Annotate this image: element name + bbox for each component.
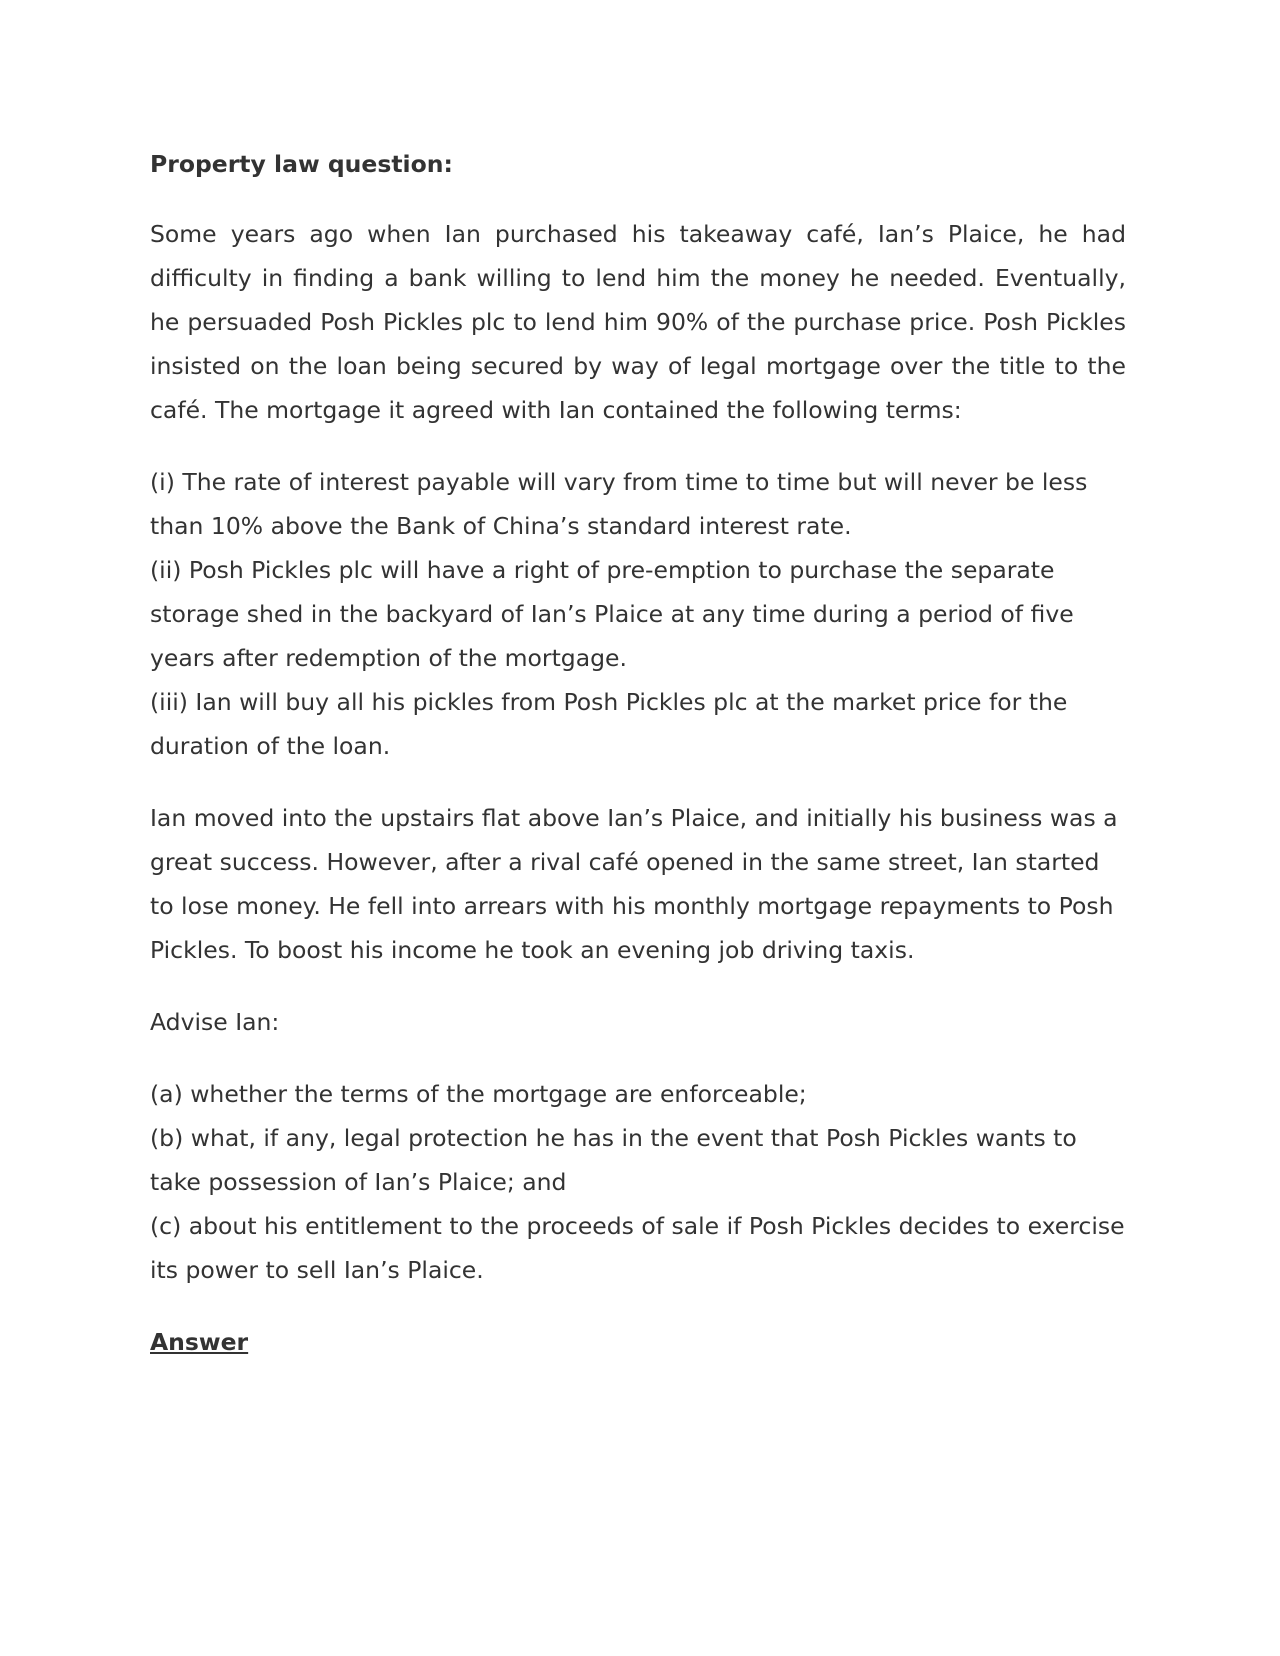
spacer [150,182,1126,212]
document-page [150,146,1126,1364]
answer-heading: Answer [150,1328,249,1356]
spacer [150,972,1126,1000]
facts-paragraph: Ian moved into the upstairs flat above Ian’s Plaice, and initially his business was a great success. However, after a rival café opened in the same street, Ian started to lose money. He fell into arrears with his monthly mortgage repayments to Posh Pickles. To boost his income he took an evening job driving taxis. [150,804,1118,964]
question-item: (c) about his entitlement to the proceeds of sale if Posh Pickles decides to exercise its power to sell Ian’s Plaice. [150,1212,1125,1284]
spacer [150,432,1126,460]
mortgage-term-item: (ii) Posh Pickles plc will have a right of pre-emption to purchase the separate storage shed in the backyard of Ian’s Plaice at any time during a period of five years after redemption of the mortgage. [150,556,1074,672]
mortgage-term-item: (iii) Ian will buy all his pickles from Posh Pickles plc at the market price for the duration of the loan. [150,688,1068,760]
question-item: (b) what, if any, legal protection he has in the event that Posh Pickles wants to take possession of Ian’s Plaice; and [150,1124,1077,1196]
advise-heading: Advise Ian: [150,1008,280,1036]
question-item: (a) whether the terms of the mortgage are enforceable; [150,1080,807,1108]
intro-paragraph: Some years ago when Ian purchased his takeaway café, Ian’s Plaice, he had difficulty in finding a bank willing to lend him the money he needed. Eventually, he persuaded Posh Pickles plc to lend him 90% of the purchase price. Posh Pickles insisted on the loan being secured by way of legal mortgage over the title to the café. The mortgage it agreed with Ian contained the following terms: [150,220,1126,424]
mortgage-terms-list [150,460,1126,768]
spacer [150,1292,1126,1320]
spacer [150,1044,1126,1072]
spacer [150,768,1126,796]
document-title: Property law question: [150,150,453,178]
mortgage-term-item: (i) The rate of interest payable will vary from time to time but will never be less than 10% above the Bank of China’s standard interest rate. [150,468,1088,540]
questions-list [150,1072,1126,1292]
